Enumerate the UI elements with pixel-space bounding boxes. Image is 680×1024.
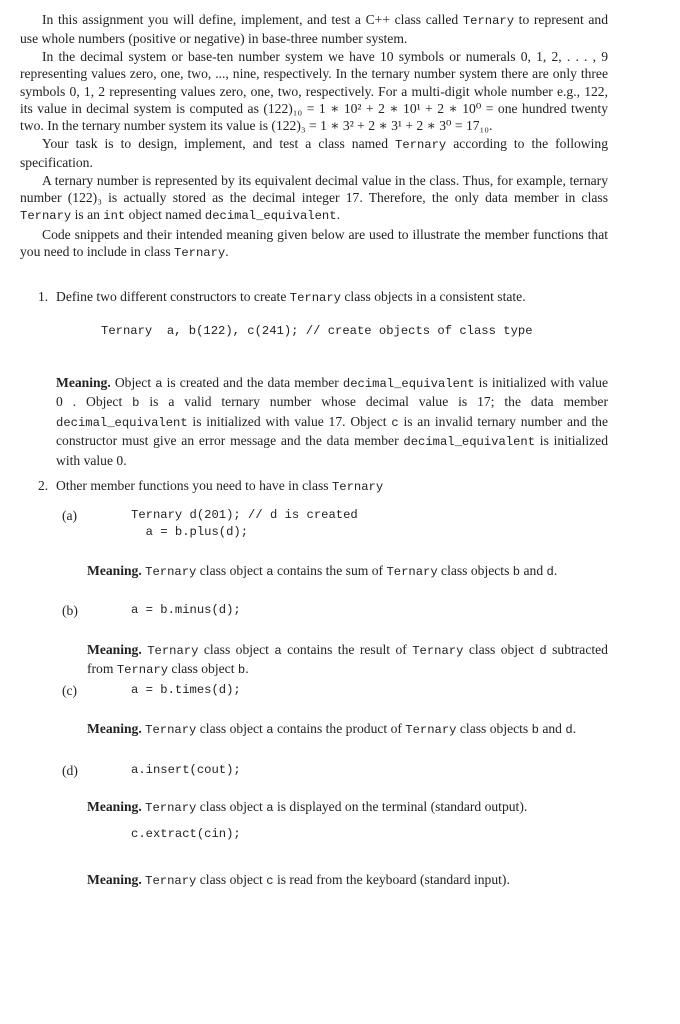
text-run: is a valid ternary number whose decimal value is 17; the data member — [139, 394, 608, 410]
subitem-c-meaning — [87, 720, 608, 739]
code-text: c — [391, 415, 399, 430]
bold-label: Meaning. — [87, 563, 142, 578]
intro-paragraph — [20, 11, 608, 48]
subitem-b-label: (b) — [62, 603, 78, 618]
intro — [20, 11, 608, 263]
intro-paragraph — [20, 135, 608, 172]
code-text: d — [539, 644, 547, 658]
text-run: A ternary number is represented by its equivalent decimal value in the class. Thus, for example, ternary number (122)₃ is actually stored as the decimal integer 17. Therefore, the only data member in class — [20, 172, 608, 206]
code-text: a — [266, 723, 274, 737]
text-run: contains the product of — [273, 721, 406, 736]
text-run: class object — [196, 721, 267, 736]
code-text: b — [512, 565, 521, 579]
code-text: b — [531, 723, 539, 737]
text-run: Your task is to design, implement, and test a class named — [42, 135, 396, 151]
code-text: decimal_equivalent — [342, 377, 475, 391]
item-1-code: Ternary a, b(122), c(241); // create objects of class type — [101, 324, 533, 338]
code-text: int — [103, 209, 126, 224]
subitem-c-code: a = b.times(d); — [131, 683, 241, 697]
bold-label: Meaning. — [87, 799, 142, 814]
text-run: is read from the keyboard (standard input). — [273, 872, 510, 887]
text-run: is an — [71, 207, 104, 223]
text-run: class object — [196, 799, 267, 814]
subitem-b-meaning — [87, 641, 608, 680]
text-run: . — [225, 244, 229, 260]
code-text: Ternary — [386, 565, 438, 579]
text-run: class object — [196, 872, 267, 887]
code-text: Ternary — [145, 723, 197, 737]
code-text: decimal_equivalent — [403, 435, 536, 450]
text-run: . — [553, 563, 558, 578]
text-run: . — [572, 721, 577, 736]
text-run: is created and the data member — [162, 375, 343, 390]
text-run: contains the result of — [281, 642, 413, 657]
code-text: Ternary — [289, 291, 341, 305]
text-run: class object — [463, 642, 540, 657]
code-text: b — [132, 396, 140, 411]
intro-paragraph — [20, 172, 608, 226]
code-text: decimal_equivalent — [204, 209, 337, 224]
text-run: according to the following specification. — [20, 135, 608, 171]
item-2-number: 2. — [38, 478, 49, 493]
subitem-a-label: (a) — [62, 508, 78, 523]
bold-label: Meaning. — [87, 872, 142, 887]
code-text: a — [155, 377, 163, 391]
code-text: b — [237, 663, 246, 678]
item-1-text — [56, 288, 608, 307]
subitem-d-meaning-2 — [87, 871, 608, 890]
text-run: Define two different constructors to create — [56, 289, 290, 304]
text-run: . — [336, 207, 340, 223]
code-text: Ternary — [331, 480, 384, 494]
code-text: Ternary — [145, 874, 197, 888]
text-run: to represent and use whole numbers (positive or negative) in base-three number system. — [20, 12, 608, 47]
code-text: a — [274, 644, 282, 658]
item-2-text — [56, 477, 608, 496]
text-run: Other member functions you need to have in class — [56, 478, 332, 493]
subitem-a-code: Ternary d(201); // d is created a = b.plus(d); — [131, 508, 358, 540]
text-run: Object — [110, 375, 156, 390]
text-run: class objects in a consistent state. — [340, 289, 526, 304]
subitem-d-code: a.insert(cout); — [131, 763, 241, 777]
text-run: In this assignment you will define, implement, and test a C++ class called — [42, 12, 463, 27]
bold-label: Meaning. — [87, 642, 142, 657]
code-text: Ternary — [147, 644, 199, 658]
subitem-b-code: a = b.minus(d); — [131, 603, 241, 617]
code-text: Ternary — [145, 801, 197, 815]
text-run: contains the sum of — [273, 563, 387, 578]
text-run: is initialized with value 17. Object — [187, 413, 392, 429]
text-run: In the decimal system or base-ten number system we have 10 symbols or numerals 0, 1, 2, . . . , 9 representing values zero, one, two, ..., nine, respectively. In the ternary number system there are only three symbols 0, 1, 2 representing values zero, one, two, respectively. For a multi-digit whole number e.g., 122, its value in decimal system is computed as (122)₁₀ = 1 ∗ 10² + 2 ∗ 10¹ + 2 ∗ 10⁰ = one hundred twenty two. In the ternary number system its value is (122)₃ = 1 ∗ 3² + 2 ∗ 3¹ + 2 ∗ 3⁰ = 17₁₀. — [20, 48, 608, 134]
code-text: c — [266, 874, 274, 888]
intro-paragraph — [20, 48, 608, 135]
text-run: class object — [168, 661, 238, 677]
code-text: a — [266, 801, 274, 815]
code-text: Ternary — [20, 209, 72, 224]
code-text: Ternary — [412, 644, 464, 658]
code-text: d — [565, 723, 573, 737]
text-run: class objects — [456, 721, 532, 736]
code-text: d — [546, 565, 554, 579]
subitem-c-label: (c) — [62, 683, 78, 698]
text-run: class objects — [437, 563, 513, 578]
text-run: subtracted from — [87, 642, 608, 677]
code-text: Ternary — [405, 723, 457, 737]
subitem-d-label: (d) — [62, 763, 78, 778]
text-run: class object — [198, 642, 275, 657]
text-run: is initialized with value 0 . Object — [56, 375, 608, 410]
text-run: . — [245, 661, 249, 677]
text-run: and — [520, 563, 547, 578]
text-run: is displayed on the terminal (standard output). — [273, 799, 528, 814]
bold-label: Meaning. — [87, 721, 142, 736]
text-run: object named — [125, 207, 205, 223]
subitem-d-code-2: c.extract(cin); — [131, 827, 241, 841]
text-run: is an invalid ternary number and the constructor must give an error message and the data member — [56, 413, 608, 449]
code-text: Ternary — [174, 246, 226, 261]
subitem-a-meaning — [87, 562, 608, 581]
code-text: Ternary — [145, 565, 197, 579]
text-run: is initialized with value 0. — [56, 433, 608, 468]
code-text: Ternary — [116, 663, 169, 678]
code-text: Ternary — [395, 137, 447, 152]
text-run: and — [538, 721, 566, 736]
bold-label: Meaning. — [56, 375, 111, 390]
item-1-meaning — [56, 374, 608, 469]
text-run: Code snippets and their intended meaning given below are used to illustrate the member functions that you need to include in class — [20, 226, 608, 260]
code-text: decimal_equivalent — [56, 415, 188, 430]
text-run: class object — [196, 563, 267, 578]
subitem-d-meaning — [87, 798, 608, 817]
intro-paragraph — [20, 226, 608, 263]
item-1-number: 1. — [38, 289, 49, 304]
code-text: Ternary — [462, 14, 515, 28]
code-text: a — [266, 565, 274, 579]
